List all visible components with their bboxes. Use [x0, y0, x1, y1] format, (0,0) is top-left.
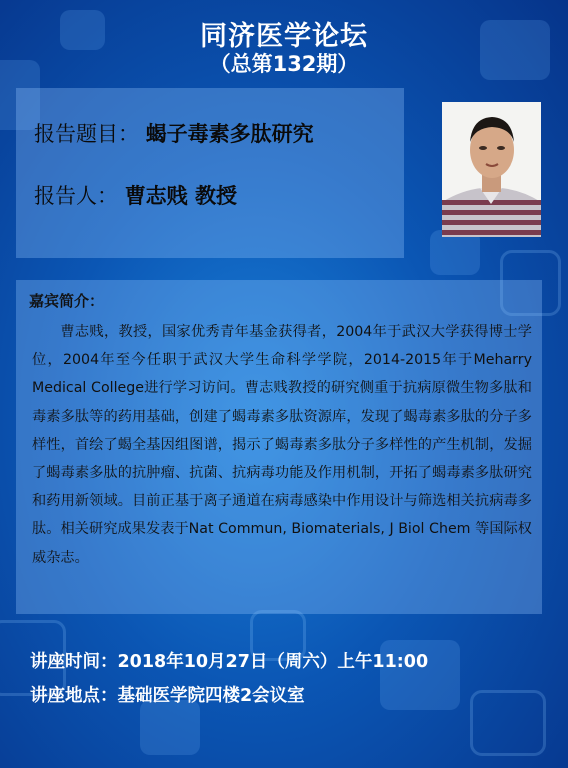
speaker-value: 曹志贱 教授	[124, 184, 237, 208]
forum-title: 同济医学论坛	[200, 21, 368, 52]
speaker-photo	[442, 102, 541, 237]
lecture-time-value: 2018年10月27日（周六）上午11:00	[117, 652, 429, 672]
lecture-time-row	[30, 648, 428, 673]
speaker-row	[34, 180, 237, 210]
introduction-heading: 嘉宾简介：	[29, 292, 105, 310]
lecture-time-label: 讲座时间：	[30, 652, 118, 672]
lecture-place-value: 基础医学院四楼2会议室	[117, 686, 305, 706]
lecture-place-row	[30, 682, 305, 707]
introduction-panel	[16, 280, 542, 614]
report-title-label: 报告题目：	[34, 122, 139, 146]
lecture-place-label: 讲座地点：	[30, 686, 118, 706]
topic-panel	[16, 88, 404, 258]
introduction-text: 曹志贱，教授，国家优秀青年基金获得者，2004年于武汉大学获得博士学位，2004年至今任职于武汉大学生命科学学院，2014-2015年于Meharry Medical College进行学习访问。曹志贱教授的研究侧重于抗病原微生物多肽和毒素多肽等的药用基础，创建了蝎毒素多肽资源库，发现了蝎毒素多肽的分子多样性，首绘了蝎全基因组图谱，揭示了蝎毒素多肽分子多样性的产生机制，发掘了蝎毒素多肽的抗肿瘤、抗菌、抗病毒功能及作用机制，开拓了蝎毒素多肽研究和药用新领域。目前正基于离子通道在病毒感染中作用设计与筛选相关抗病毒多肽。相关研究成果发表于Nat Commun, Biomaterials, J Biol Chem 等国际权威杂志。	[32, 324, 532, 566]
report-title-value: 蝎子毒素多肽研究	[145, 122, 314, 146]
report-title-row	[34, 118, 314, 148]
speaker-label: 报告人：	[34, 184, 118, 208]
forum-issue: （总第132期）	[209, 52, 359, 76]
